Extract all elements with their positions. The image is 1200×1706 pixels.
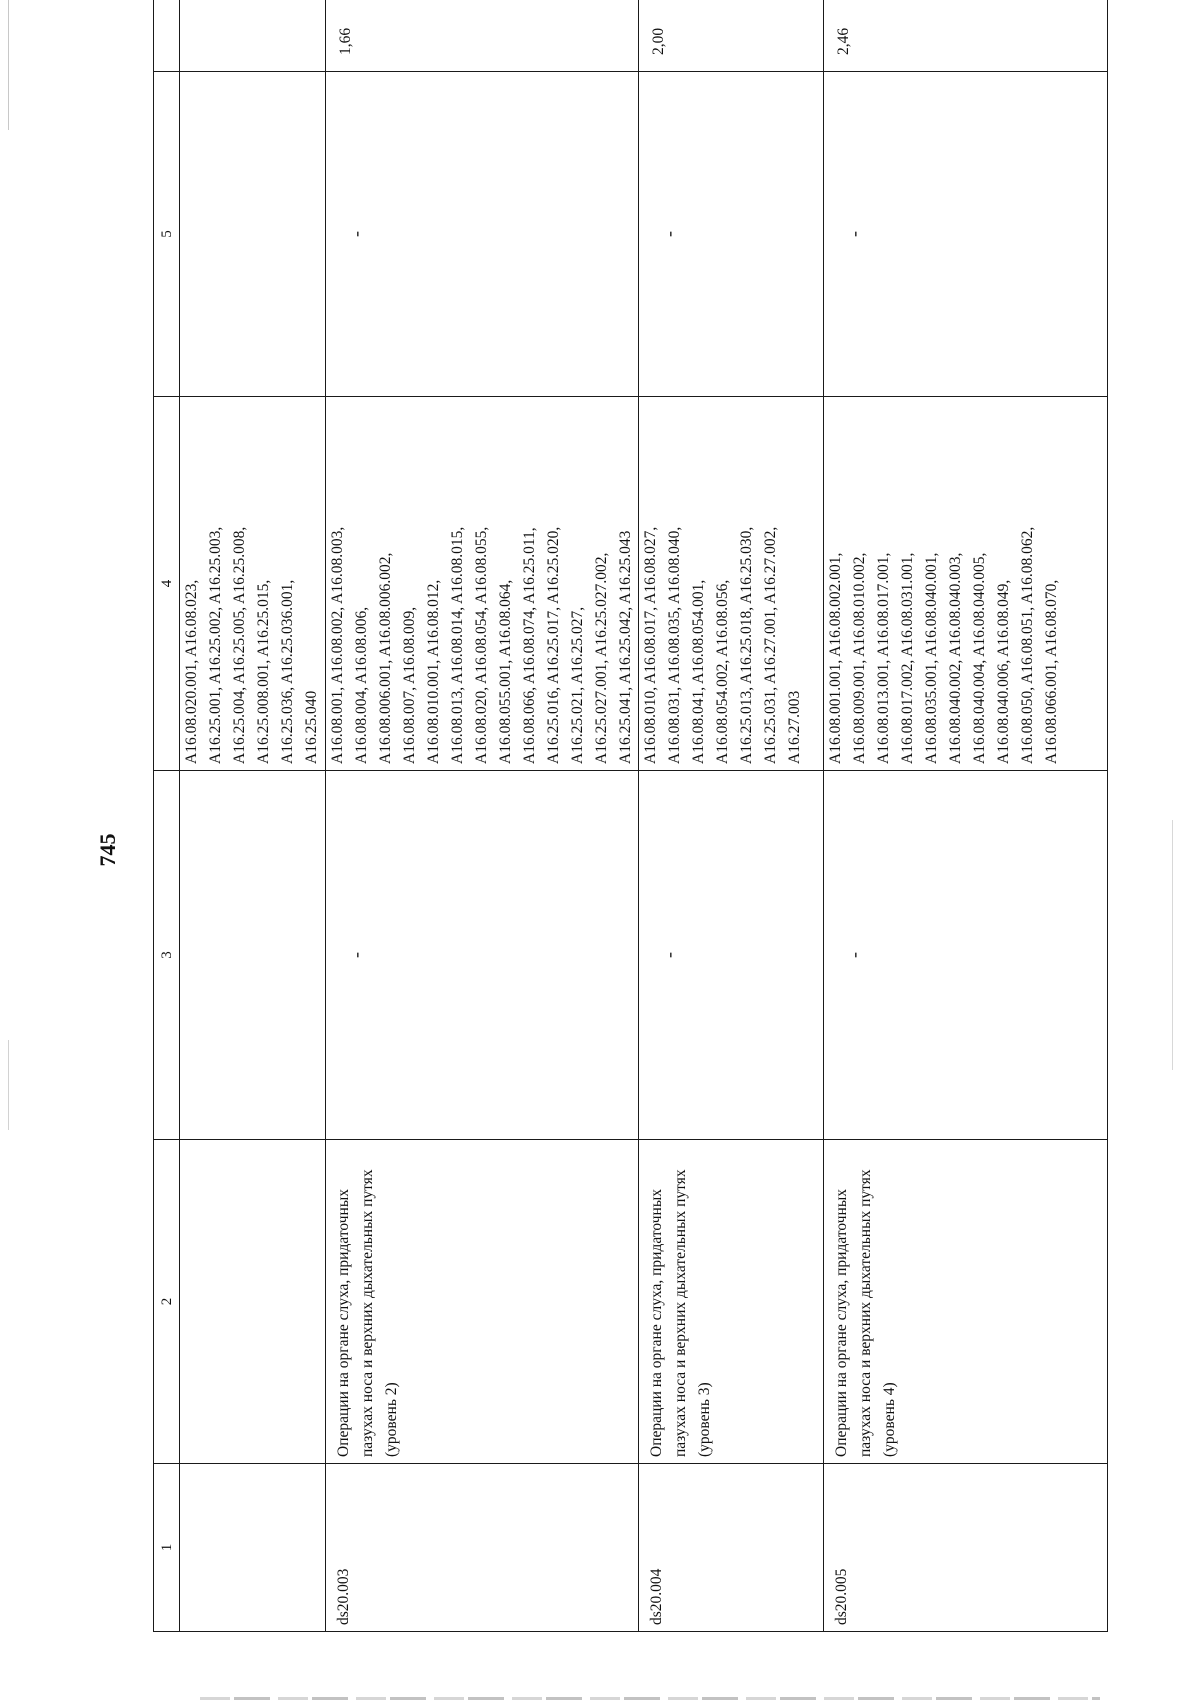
cell-col3: - — [639, 771, 824, 1140]
column-header-1: 1 — [154, 1464, 180, 1632]
cell-name: Операции на органе слуха, придаточных пазухах носа и верхних дыхательных путях (уровень 4) — [824, 1140, 1108, 1464]
cell-codes: A16.08.001.001, A16.08.002.001, A16.08.009.001, A16.08.010.002, A16.08.013.001, A16.08.017.001, A16.08.017.002, A16.08.031.001, A16.08.035.001, A16.08.040.001, A16.08.040.002, A16.08.040.003, A16.08.040.004, A16.08.040.005, A16.08.040.006, A16.08.049, A16.08.050, A16.08.051, A16.08.062, A16.08.066.001, A16.08.070, — [824, 397, 1108, 771]
cell-id: ds20.003 — [326, 1464, 639, 1632]
scan-artifact — [1172, 820, 1173, 1070]
column-header-2: 2 — [154, 1140, 180, 1464]
table-row — [824, 0, 1108, 1632]
column-header-3: 3 — [154, 771, 180, 1140]
column-header-5: 5 — [154, 72, 180, 397]
cell-codes: A16.08.001, A16.08.002, A16.08.003, A16.08.004, A16.08.006, A16.08.006.001, A16.08.006.002, A16.08.007, A16.08.009, A16.08.010.001, A16.08.012, A16.08.013, A16.08.014, A16.08.015, A16.08.020, A16.08.054, A16.08.055, A16.08.055.001, A16.08.064, A16.08.066, A16.08.074, A16.25.011, A16.25.016, A16.25.017, A16.25.020, A16.25.021, A16.25.027, A16.25.027.001, A16.25.027.002, A16.25.041, A16.25.042, A16.25.043 — [326, 397, 639, 771]
scan-artifact — [8, 1040, 9, 1130]
page-number: 745 — [95, 833, 120, 867]
cell-coefficient: 2,46 — [824, 0, 1108, 72]
table-row-continuation — [180, 0, 326, 1632]
column-header-4: 4 — [154, 397, 180, 771]
cell-codes: A16.08.010, A16.08.017, A16.08.027, A16.08.031, A16.08.035, A16.08.040, A16.08.041, A16.08.054.001, A16.08.054.002, A16.08.056, A16.25.013, A16.25.018, A16.25.030, A16.25.031, A16.27.001, A16.27.002, A16.27.003 — [639, 397, 824, 771]
cell-codes: A16.08.020.001, A16.08.023, A16.25.001, A16.25.002, A16.25.003, A16.25.004, A16.25.005, A16.25.008, A16.25.008.001, A16.25.015, A16.25.036, A16.25.036.001, A16.25.040 — [180, 397, 326, 771]
cell-col3: - — [824, 771, 1108, 1140]
cell-coefficient: 1,66 — [326, 0, 639, 72]
cell-empty — [180, 1140, 326, 1464]
cell-id: ds20.005 — [824, 1464, 1108, 1632]
scan-artifact — [200, 1697, 1100, 1700]
cell-name: Операции на органе слуха, придаточных пазухах носа и верхних дыхательных путях (уровень 3) — [639, 1140, 824, 1464]
scan-artifact — [8, 0, 9, 130]
header-row — [154, 0, 180, 1632]
cell-col5: - — [639, 72, 824, 397]
cell-col3: - — [326, 771, 639, 1140]
rotated-table-frame — [153, 0, 1088, 1632]
cell-name: Операции на органе слуха, придаточных пазухах носа и верхних дыхательных путях (уровень 2) — [326, 1140, 639, 1464]
cell-empty — [180, 1464, 326, 1632]
cell-empty — [180, 0, 326, 72]
cell-coefficient: 2,00 — [639, 0, 824, 72]
cell-id: ds20.004 — [639, 1464, 824, 1632]
cell-col5: - — [326, 72, 639, 397]
cell-empty — [180, 72, 326, 397]
cell-col5: - — [824, 72, 1108, 397]
tariff-table — [153, 0, 1108, 1632]
cell-empty — [180, 771, 326, 1140]
table-row — [639, 0, 824, 1632]
column-header-6 — [154, 0, 180, 72]
table-row — [326, 0, 639, 1632]
